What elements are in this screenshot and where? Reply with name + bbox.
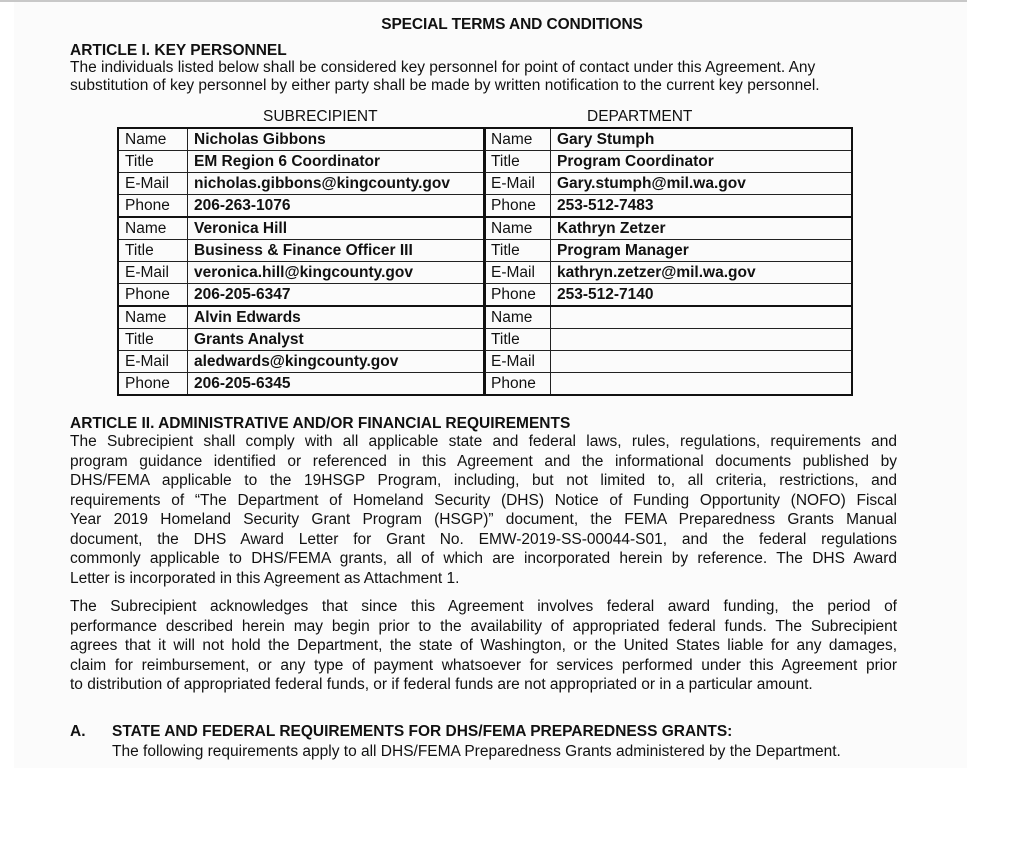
field-label: Phone xyxy=(484,284,551,307)
field-value: Veronica Hill xyxy=(188,217,486,240)
field-label: Name xyxy=(484,128,551,151)
contact-row xyxy=(118,351,485,373)
paragraph-line: Letter is incorporated in this Agreement as Attachment 1. xyxy=(70,569,460,587)
contact-row xyxy=(484,284,852,307)
field-value: Program Coordinator xyxy=(551,151,853,173)
field-label: E-Mail xyxy=(484,351,551,373)
field-label: Phone xyxy=(118,195,188,218)
field-label: Title xyxy=(484,240,551,262)
field-label: Title xyxy=(118,240,188,262)
field-label: E-Mail xyxy=(484,262,551,284)
contact-row xyxy=(484,240,852,262)
paragraph-line: requirements of “The Department of Homeland Security (DHS) Notice of Funding Opportunity (NOFO) Fiscal xyxy=(70,491,897,509)
contact-row xyxy=(118,329,485,351)
contact-row xyxy=(484,173,852,195)
contact-row xyxy=(484,262,852,284)
paragraph-line: document, the DHS Award Letter for Grant No. EMW-2019-SS-00044-S01, and the federal regulations xyxy=(70,530,897,548)
field-value: 206-205-6345 xyxy=(188,373,486,396)
contact-row xyxy=(118,151,485,173)
contact-row xyxy=(118,262,485,284)
field-label: Title xyxy=(118,329,188,351)
contact-row xyxy=(484,151,852,173)
contact-row xyxy=(118,306,485,329)
field-value xyxy=(551,351,853,373)
field-value: veronica.hill@kingcounty.gov xyxy=(188,262,486,284)
contact-row xyxy=(484,128,852,151)
paragraph-line: to distribution of appropriated federal funds, or if federal funds are not appropriated or in a particular amount. xyxy=(70,676,813,693)
paragraph-line: performance described herein may begin prior to the availability of appropriated federal funds. The Subrecipient xyxy=(70,617,897,635)
field-value xyxy=(551,373,853,396)
field-value: 253-512-7140 xyxy=(551,284,853,307)
field-label: E-Mail xyxy=(484,173,551,195)
field-value: EM Region 6 Coordinator xyxy=(188,151,486,173)
field-value: Alvin Edwards xyxy=(188,306,486,329)
field-value: 253-512-7483 xyxy=(551,195,853,218)
field-label: Phone xyxy=(118,373,188,396)
paragraph-line: claim for reimbursement, or any type of payment whatsoever for services performed under this Agreement prior xyxy=(70,656,897,674)
article-2-paragraph-2 xyxy=(70,597,897,695)
document-title: SPECIAL TERMS AND CONDITIONS xyxy=(381,16,643,33)
field-value: kathryn.zetzer@mil.wa.gov xyxy=(551,262,853,284)
subrecipient-heading: SUBRECIPIENT xyxy=(263,108,378,125)
field-value: Nicholas Gibbons xyxy=(188,128,486,151)
paragraph-line: The Subrecipient acknowledges that since this Agreement involves federal award funding, the period of xyxy=(70,598,897,615)
contact-row xyxy=(118,128,485,151)
field-value: 206-205-6347 xyxy=(188,284,486,307)
contact-row xyxy=(484,217,852,240)
field-label: Name xyxy=(484,306,551,329)
field-label: Phone xyxy=(484,195,551,218)
contact-row xyxy=(484,306,852,329)
field-label: Title xyxy=(484,329,551,351)
field-label: E-Mail xyxy=(118,262,188,284)
field-value: Kathryn Zetzer xyxy=(551,217,853,240)
section-a-text: The following requirements apply to all DHS/FEMA Preparedness Grants administered by the Department. xyxy=(112,743,841,760)
contact-row xyxy=(484,373,852,396)
field-label: Title xyxy=(484,151,551,173)
section-a-heading: STATE AND FEDERAL REQUIREMENTS FOR DHS/FEMA PREPAREDNESS GRANTS: xyxy=(112,723,733,740)
subrecipient-contacts-table xyxy=(117,127,486,396)
contact-row xyxy=(118,217,485,240)
field-value: Grants Analyst xyxy=(188,329,486,351)
contact-row xyxy=(118,195,485,218)
paragraph-line: agrees that it will not hold the Department, the state of Washington, or the United States liable for any damages, xyxy=(70,637,897,654)
paragraph-line: Year 2019 Homeland Security Grant Program (HSGP)” document, the FEMA Preparedness Grants Manual xyxy=(70,511,897,528)
paragraph-line: DHS/FEMA applicable to the 19HSGP Program, including, but not limited to, all criteria, restrictions, and xyxy=(70,472,897,489)
field-value xyxy=(551,329,853,351)
field-label: Phone xyxy=(118,284,188,307)
contact-row xyxy=(118,173,485,195)
paragraph-line: program guidance identified or referenced in this Agreement and the informational documents published by xyxy=(70,452,897,470)
department-contacts-table xyxy=(483,127,853,396)
field-value: Business & Finance Officer III xyxy=(188,240,486,262)
paragraph-line: commonly applicable to DHS/FEMA grants, all of which are incorporated herein by reference. The DHS Award xyxy=(70,550,897,567)
field-label: E-Mail xyxy=(118,173,188,195)
field-value: Gary.stumph@mil.wa.gov xyxy=(551,173,853,195)
article-1-text-line-1: The individuals listed below shall be considered key personnel for point of contact under this Agreement. Any xyxy=(70,59,816,76)
contact-row xyxy=(118,284,485,307)
field-label: Name xyxy=(118,217,188,240)
field-label: Name xyxy=(118,128,188,151)
field-value xyxy=(551,306,853,329)
department-heading: DEPARTMENT xyxy=(587,108,693,125)
field-value: Gary Stumph xyxy=(551,128,853,151)
field-label: E-Mail xyxy=(118,351,188,373)
article-2-heading: ARTICLE II. ADMINISTRATIVE AND/OR FINANCIAL REQUIREMENTS xyxy=(70,415,571,432)
contact-row xyxy=(484,351,852,373)
field-value: aledwards@kingcounty.gov xyxy=(188,351,486,373)
paragraph-line: The Subrecipient shall comply with all applicable state and federal laws, rules, regulations, requirements and xyxy=(70,433,897,450)
contact-row xyxy=(484,195,852,218)
field-value: Program Manager xyxy=(551,240,853,262)
field-value: nicholas.gibbons@kingcounty.gov xyxy=(188,173,486,195)
contact-row xyxy=(118,240,485,262)
contact-row xyxy=(118,373,485,396)
contact-row xyxy=(484,329,852,351)
section-a-marker: A. xyxy=(70,723,86,740)
field-label: Name xyxy=(484,217,551,240)
article-1-text-line-2: substitution of key personnel by either party shall be made by written notification to the current key personnel. xyxy=(70,77,820,94)
field-label: Name xyxy=(118,306,188,329)
field-label: Title xyxy=(118,151,188,173)
article-2-paragraph-1 xyxy=(70,432,897,588)
field-value: 206-263-1076 xyxy=(188,195,486,218)
field-label: Phone xyxy=(484,373,551,396)
article-1-heading: ARTICLE I. KEY PERSONNEL xyxy=(70,42,287,59)
